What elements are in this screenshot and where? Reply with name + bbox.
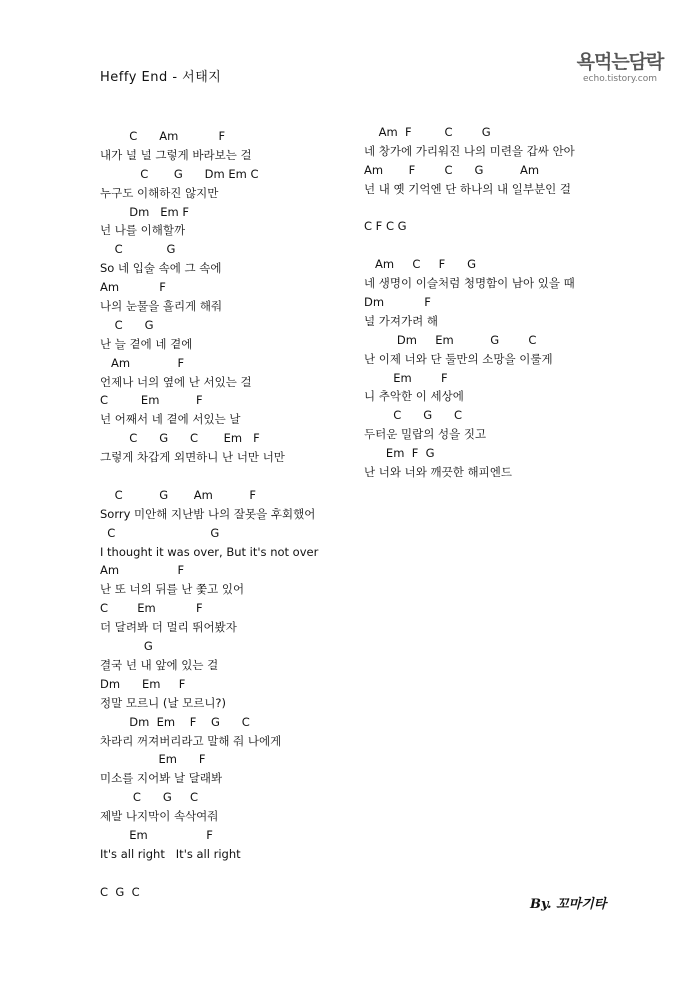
lyric-line: 차라리 꺼져버리라고 말해 줘 나에게 bbox=[100, 733, 282, 748]
lyric-line: C G C Em F bbox=[100, 431, 260, 446]
lyric-line: C Em F bbox=[100, 601, 203, 616]
lyric-line: C G C bbox=[364, 408, 463, 423]
lyrics-left-column bbox=[100, 127, 318, 902]
site-logo bbox=[572, 50, 668, 98]
blank-line bbox=[100, 864, 318, 883]
lyric-line: Em F bbox=[100, 827, 213, 842]
lyric-line: 니 추악한 이 세상에 bbox=[364, 389, 464, 404]
song-title: Heffy End - 서태지 bbox=[100, 70, 222, 85]
lyric-line: C Em F bbox=[100, 393, 203, 408]
lyric-line: Dm Em F G C bbox=[100, 714, 250, 729]
author-signature: By. 꼬마기타 bbox=[530, 897, 607, 912]
lyric-line: 난 늘 곁에 네 곁에 bbox=[100, 336, 193, 351]
lyric-line: 미소를 지어봐 날 달래봐 bbox=[100, 771, 223, 786]
lyric-line: 두터운 밀랍의 성을 짓고 bbox=[364, 427, 487, 442]
lyrics-right-column bbox=[364, 123, 575, 482]
lyric-line: Am F C G bbox=[364, 125, 491, 139]
lyric-line: C G Dm Em C bbox=[100, 166, 259, 181]
lyric-line: 나의 눈물을 흘리게 해줘 bbox=[100, 299, 223, 314]
lyric-line: C G bbox=[100, 242, 176, 257]
lyric-line: 난 이제 너와 단 둘만의 소망을 이룰게 bbox=[364, 351, 553, 366]
lyric-line: 널 가져가려 해 bbox=[364, 313, 438, 328]
lyric-line: So 네 입술 속에 그 속에 bbox=[100, 261, 222, 276]
lyric-line: 넌 어째서 네 곁에 서있는 날 bbox=[100, 412, 241, 427]
lyric-line: 언제나 너의 옆에 난 서있는 걸 bbox=[100, 374, 252, 389]
blank-line bbox=[364, 199, 575, 218]
logo-url: echo.tistory.com bbox=[583, 74, 657, 84]
blank-line bbox=[100, 467, 318, 486]
lyric-line: 네 생명이 이슬처럼 청명함이 남아 있을 때 bbox=[364, 276, 575, 291]
lyric-line: C G bbox=[100, 525, 220, 540]
lyric-line: 더 달려봐 더 멀리 뛰어봤자 bbox=[100, 620, 237, 635]
lyric-line: C G C bbox=[100, 790, 199, 805]
lyric-line: C Am F bbox=[100, 129, 226, 143]
lyric-line: Am F bbox=[100, 280, 166, 295]
blank-line bbox=[364, 236, 575, 255]
lyric-line: C G Am F bbox=[100, 487, 256, 502]
lyric-line: Em F G bbox=[364, 446, 435, 461]
lyric-line: Dm Em F bbox=[100, 676, 186, 691]
lyric-line: G bbox=[100, 639, 153, 654]
lyric-line: C G bbox=[100, 317, 154, 332]
lyric-line: It's all right It's all right bbox=[100, 846, 241, 861]
lyric-line: 넌 내 옛 기억엔 단 하나의 내 일부분인 걸 bbox=[364, 181, 571, 196]
lyric-line: 난 너와 너와 깨끗한 해피엔드 bbox=[364, 465, 512, 480]
lyric-line: 그렇게 차갑게 외면하니 난 너만 너만 bbox=[100, 450, 285, 465]
lyric-line: Dm Em G C bbox=[364, 332, 537, 347]
lyric-line: Am F bbox=[100, 563, 185, 578]
lyric-line: Am C F G bbox=[364, 257, 477, 272]
lyric-line: 제발 나지막이 속삭여줘 bbox=[100, 809, 219, 824]
lyric-line: 결국 넌 내 앞에 있는 걸 bbox=[100, 657, 219, 672]
lyric-line: 네 창가에 가리워진 나의 미련을 갑싸 안아 bbox=[364, 143, 575, 158]
lyric-line: Am F bbox=[100, 355, 185, 370]
lyric-line: Am F C G Am bbox=[364, 162, 540, 177]
lyric-line: 내가 널 널 그렇게 바라보는 걸 bbox=[100, 147, 252, 162]
lyric-line: 정말 모르니 (날 모르니?) bbox=[100, 695, 227, 710]
lyric-line: Em F bbox=[364, 370, 448, 385]
lyric-line: 넌 나를 이해할까 bbox=[100, 223, 186, 238]
lyric-line: Sorry 미안해 지난밤 나의 잘못을 후회했어 bbox=[100, 506, 316, 521]
lyric-line: Dm Em F bbox=[100, 204, 190, 219]
logo-wordmark: 욕먹는담락 bbox=[576, 51, 664, 73]
lyric-line: 난 또 너의 뒤를 난 쫓고 있어 bbox=[100, 582, 245, 597]
lyric-line: Dm F bbox=[364, 295, 431, 310]
lyric-line: I thought it was over, But it's not over bbox=[100, 544, 319, 559]
lyric-line: 누구도 이해하진 않지만 bbox=[100, 185, 219, 200]
lyric-line: C G C bbox=[100, 884, 140, 899]
lyric-line: Em F bbox=[100, 752, 206, 767]
lyric-line: C F C G bbox=[364, 219, 407, 234]
